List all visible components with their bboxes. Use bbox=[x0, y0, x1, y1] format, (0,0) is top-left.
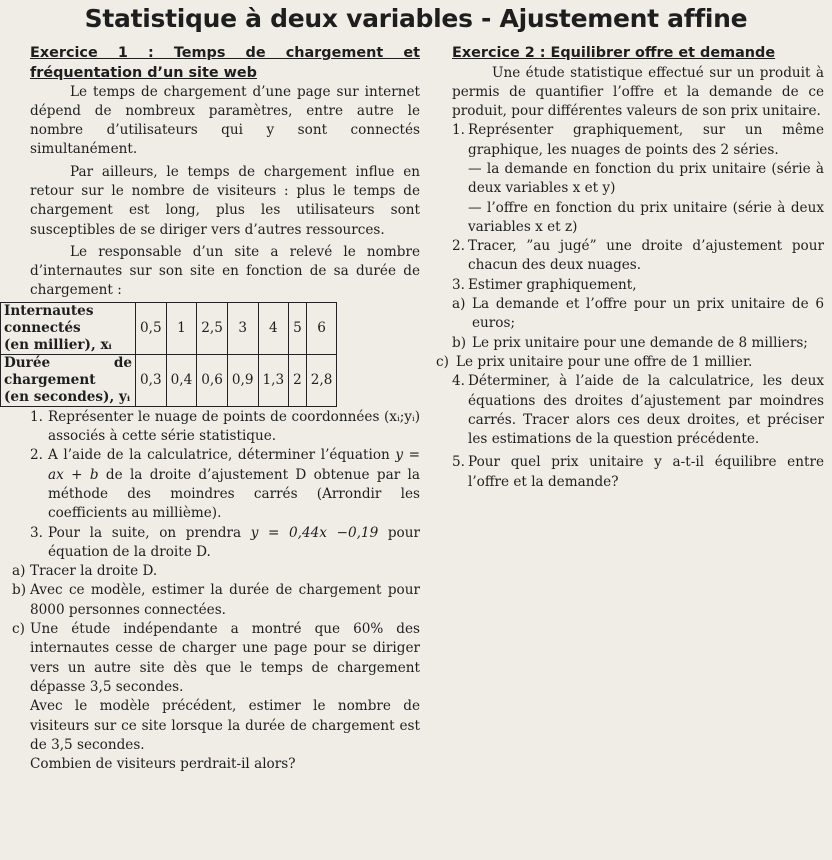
table-row bbox=[1, 302, 337, 354]
question-number: c) bbox=[436, 353, 449, 370]
question-text: Déterminer, à l’aide de la calculatrice, les deux équations des droites d’ajustement par moindres carrés. Tracer alors ces deux droites, et préciser les estimations de la question précédente. bbox=[468, 373, 824, 448]
exercise-1-title-line2: fréquentation d’un site web bbox=[30, 64, 257, 81]
question-text: Tracer la droite D. bbox=[30, 563, 158, 580]
question-number: 1. bbox=[30, 408, 43, 425]
question-text: Le prix unitaire pour une offre de 1 millier. bbox=[456, 353, 753, 370]
table-cell: 2 bbox=[289, 354, 307, 406]
table-cell: 1,3 bbox=[258, 354, 289, 406]
question-text: Représenter le nuage de points de coordonnées (xᵢ;yᵢ) associés à cette série statistique. bbox=[48, 408, 420, 445]
table-cell: 6 bbox=[306, 302, 337, 354]
data-table bbox=[0, 302, 337, 407]
question-3 bbox=[452, 276, 824, 295]
question-number: b) bbox=[452, 334, 467, 351]
equation: y = ax + b bbox=[48, 447, 420, 483]
question-text: Représenter graphiquement, sur un même graphique, les nuages de points des 2 séries. bbox=[468, 122, 824, 158]
header-word: de bbox=[113, 354, 132, 371]
table-row-header bbox=[1, 354, 136, 406]
question-3b bbox=[452, 334, 824, 353]
question-2 bbox=[30, 446, 420, 523]
exercise-1 bbox=[4, 44, 421, 774]
question-3b bbox=[12, 581, 420, 620]
table-cell: 0,6 bbox=[197, 354, 228, 406]
series-demand: — la demande en fonction du prix unitaire (série à deux variables x et y) bbox=[468, 160, 824, 197]
question-1 bbox=[30, 408, 420, 447]
question-number: a) bbox=[452, 296, 466, 313]
question-3a bbox=[12, 562, 420, 581]
question-number: b) bbox=[12, 582, 27, 599]
header-line: (en millier), xᵢ bbox=[4, 336, 112, 353]
exercise-1-paragraph-2: Par ailleurs, le temps de chargement influe en retour sur le nombre de visiteurs : plus le temps de chargement est long, plus les utilisateurs sont susceptibles de se diriger vers d’autres ressources. bbox=[30, 163, 420, 238]
question-3 bbox=[30, 524, 420, 563]
question-number: 2. bbox=[452, 238, 465, 255]
series-offer: — l’offre en fonction du prix unitaire (série à deux variables x et z) bbox=[468, 199, 824, 235]
question-number: 3. bbox=[452, 276, 465, 293]
table-cell: 3 bbox=[227, 302, 258, 354]
question-1 bbox=[452, 121, 824, 160]
exercise-1-paragraph-1: Le temps de chargement d’une page sur internet dépend de nombreux paramètres, entre autre le nombre d’utilisateurs qui y sont connectés simultanément. bbox=[30, 83, 420, 158]
question-text: Tracer, ”au jugé” une droite d’ajustement pour chacun des deux nuages. bbox=[468, 238, 824, 274]
question-number: a) bbox=[12, 563, 26, 580]
table-cell: 1 bbox=[166, 302, 197, 354]
header-line: (en secondes), yᵢ bbox=[4, 388, 131, 405]
header-word: Durée bbox=[4, 354, 51, 371]
header-line bbox=[4, 355, 132, 372]
question-text: La demande et l’offre pour un prix unitaire de 6 euros; bbox=[472, 296, 824, 332]
question-4 bbox=[452, 372, 824, 449]
question-number: c) bbox=[12, 621, 25, 638]
question-text: Une étude indépendante a montré que 60% des internautes cesse de charger une page pour se diriger vers un autre site dès que le temps de chargement dépasse 3,5 secondes. bbox=[30, 621, 420, 695]
table-cell: 0,4 bbox=[166, 354, 197, 406]
question-2 bbox=[452, 237, 824, 276]
exercise-2 bbox=[436, 44, 824, 492]
table-cell: 0,9 bbox=[227, 354, 258, 406]
page-title: Statistique à deux variables - Ajustement affine bbox=[84, 4, 748, 33]
question-text: Le prix unitaire pour une demande de 8 milliers; bbox=[472, 334, 808, 351]
question-3c bbox=[436, 353, 824, 372]
question-number: 5. bbox=[452, 454, 465, 471]
question-5 bbox=[452, 453, 824, 492]
question-text: Avec ce modèle, estimer la durée de chargement pour 8000 personnes connectées. bbox=[30, 582, 420, 618]
question-3c-continued: Avec le modèle précédent, estimer le nombre de visiteurs sur ce site lorsque la durée de chargement est de 3,5 secondes. bbox=[30, 698, 420, 753]
question-number: 4. bbox=[452, 373, 465, 390]
question-text: Estimer graphiquement, bbox=[468, 276, 637, 293]
exercise-1-title-line1: Exercice 1 : Temps de chargement et bbox=[30, 45, 420, 61]
equation: y = 0,44x −0,19 bbox=[250, 524, 379, 541]
table-cell: 2,5 bbox=[197, 302, 228, 354]
header-line: chargement bbox=[4, 371, 96, 388]
table-cell: 5 bbox=[289, 302, 307, 354]
question-3c-final: Combien de visiteurs perdrait-il alors? bbox=[30, 756, 296, 773]
question-text: Pour quel prix unitaire y a-t-il équilibre entre l’offre et la demande? bbox=[468, 454, 824, 490]
exercise-1-paragraph-3: Le responsable d’un site a relevé le nombre d’internautes sur son site en fonction de sa durée de chargement : bbox=[30, 243, 420, 299]
question-text: pour équation de la droite D. bbox=[48, 524, 420, 560]
question-text: A l’aide de la calculatrice, déterminer l’équation bbox=[48, 447, 390, 464]
question-text: Pour la suite, on prendra bbox=[48, 524, 251, 541]
question-3a bbox=[452, 295, 824, 334]
question-3c bbox=[12, 620, 420, 697]
exercise-2-title: Exercice 2 : Equilibrer offre et demande bbox=[452, 45, 776, 61]
table-cell: 0,3 bbox=[136, 354, 167, 406]
question-number: 1. bbox=[452, 122, 465, 139]
table-cell: 0,5 bbox=[136, 302, 167, 354]
table-cell: 4 bbox=[258, 302, 289, 354]
question-number: 3. bbox=[30, 524, 43, 541]
table-row-header bbox=[1, 302, 136, 354]
exercise-2-intro: Une étude statistique effectué sur un produit à permis de quantifier l’offre et la demande de ce produit, pour différentes valeurs de son prix unitaire. bbox=[452, 64, 824, 120]
table-cell: 2,8 bbox=[306, 354, 337, 406]
question-text: de la droite d’ajustement D obtenue par la méthode des moindres carrés (Arrondir les coefficients au millième). bbox=[48, 466, 421, 522]
header-line: Internautes bbox=[4, 302, 94, 319]
question-number: 2. bbox=[30, 447, 43, 464]
header-line: connectés bbox=[4, 319, 81, 336]
table-row bbox=[1, 354, 337, 406]
